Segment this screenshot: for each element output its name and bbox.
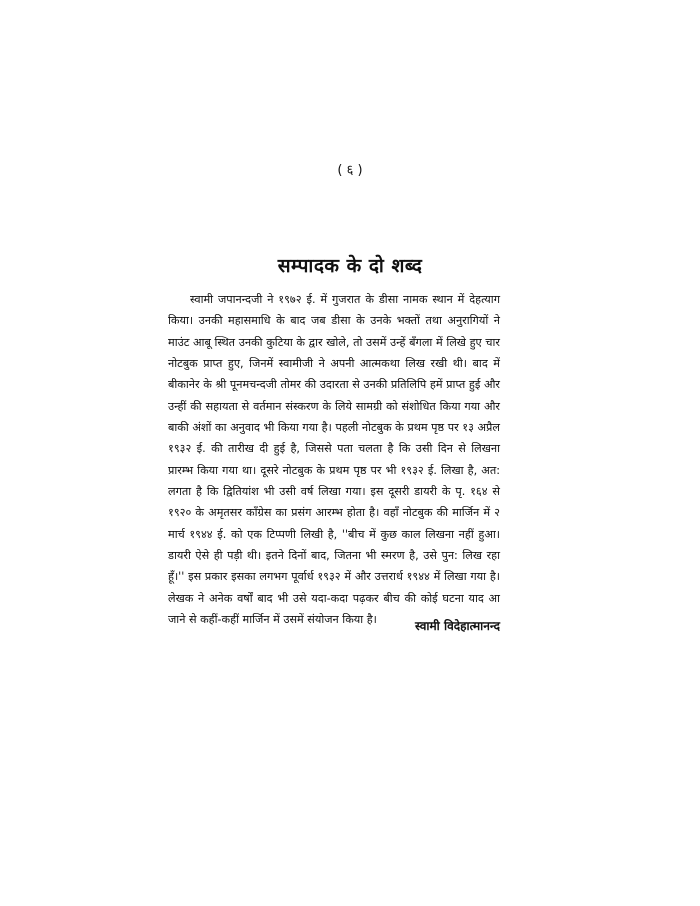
signature: स्वामी विदेहात्मानन्द [415, 619, 500, 633]
page-number: ( ६ ) [337, 163, 363, 178]
body-paragraph: स्वामी जपानन्दजी ने १९७२ ई. में गुजरात के डीसा नामक स्थान में देहत्याग किया। उनकी महासमाधि के बाद जब डीसा के उनके भक्तों तथा अनुरागियों ने माउंट आबू स्थित उनकी कुटिया के द्वार खोले, तो उसमें उन्हें बँगला में लिखे हुए चार नोटबुक प्राप्त हुए, जिनमें स्वामीजी ने अपनी आत्मकथा लिख रखी थी। बाद में बीकानेर के श्री पूनमचन्दजी तोमर की उदारता से उनकी प्रतिलिपि हमें प्राप्त हुई और उन्हीं की सहायता से वर्तमान संस्करण के लिये सामग्री को संशोधित किया गया और बाकी अंशों का अनुवाद भी किया गया है। पहली नोटबुक के प्रथम पृष्ठ पर १३ अप्रैल १९३२ ई. की तारीख दी हुई है, जिससे पता चलता है कि उसी दिन से लिखना प्रारम्भ किया गया था। दूसरे नोटबुक के प्रथम पृष्ठ पर भी १९३२ ई. लिखा है, अत: लगता है कि द्वितियांश भी उसी वर्ष लिखा गया। इस दूसरी डायरी के पृ. १६४ से १९२० के अमृतसर काँग्रेस का प्रसंग आरम्भ होता है। वहाँ नोटबुक की मार्जिन में २ मार्च १९४४ ई. को एक टिप्पणी लिखी है, ''बीच में कुछ काल लिखना नहीं हुआ। डायरी ऐसे ही पड़ी थी। इतने दिनों बाद, जितना भी स्मरण है, उसे पुन: लिख रहा हूँ।'' इस प्रकार इसका लगभग पूर्वार्ध १९३२ में और उत्तरार्ध १९४४ में लिखा गया है। लेखक ने अनेक वर्षों बाद भी उसे यदा-कदा पढ़कर बीच की कोई घटना याद आ जाने से कहीं-कहीं मार्जिन में उसमें संयोजन किया है। [168, 293, 500, 627]
page-title: सम्पादक के दो शब्द [277, 255, 423, 277]
